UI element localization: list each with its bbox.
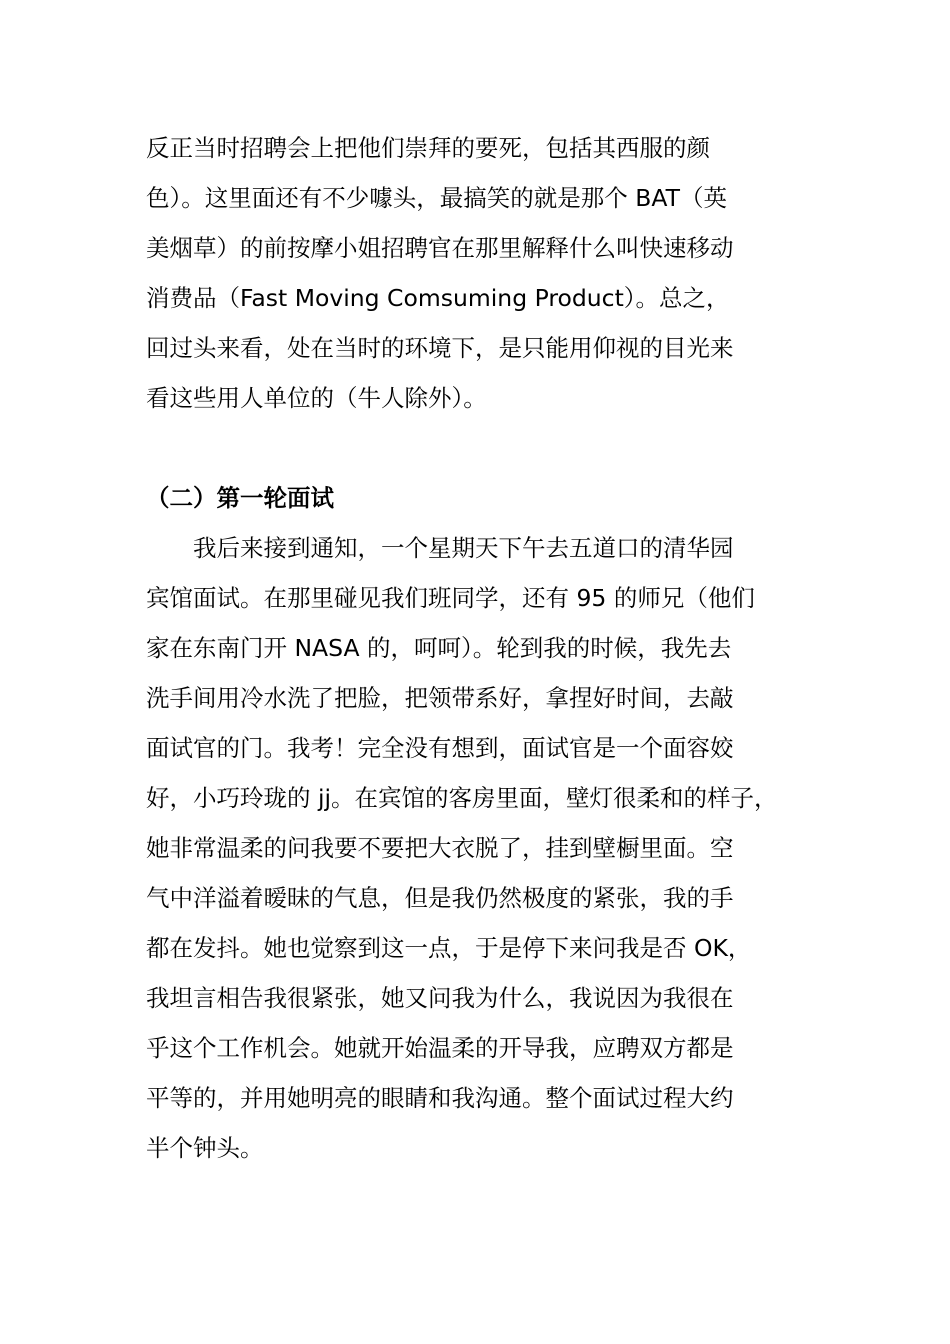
section2-line-1: 我后来接到通知，一个星期天下午去五道口的清华园 — [146, 534, 734, 562]
paragraph1-line-3: 美烟草）的前按摩小姐招聘官在那里解释什么叫快速移动 — [146, 234, 734, 262]
paragraph1-line-6: 看这些用人单位的（牛人除外）。 — [146, 384, 487, 412]
section2-line-9: 都在发抖。她也觉察到这一点，于是停下来问我是否 OK， — [146, 934, 752, 962]
paragraph1-line-2: 色）。这里面还有不少噱头，最搞笑的就是那个 BAT（英 — [146, 184, 727, 212]
section2-line-3: 家在东南门开 NASA 的，呵呵）。轮到我的时候，我先去 — [146, 634, 732, 662]
section2-line-5: 面试官的门。我考！完全没有想到，面试官是一个面容姣 — [146, 734, 734, 762]
section2-line-7: 她非常温柔的问我要不要把大衣脱了，挂到壁橱里面。空 — [146, 834, 734, 862]
section-heading: （二）第一轮面试 — [146, 484, 334, 512]
section2-line-11: 乎这个工作机会。她就开始温柔的开导我，应聘双方都是 — [146, 1034, 734, 1062]
paragraph1-line-1: 反正当时招聘会上把他们崇拜的要死，包括其西服的颜 — [146, 134, 710, 162]
section2-line-10: 我坦言相告我很紧张，她又问我为什么，我说因为我很在 — [146, 984, 734, 1012]
section2-line-2: 宾馆面试。在那里碰见我们班同学，还有 95 的师兄（他们 — [146, 584, 755, 612]
paragraph1-line-5: 回过头来看，处在当时的环境下，是只能用仰视的目光来 — [146, 334, 734, 362]
section2-line-13: 半个钟头。 — [146, 1134, 264, 1162]
paragraph1-line-4: 消费品（Fast Moving Comsuming Product）。总之， — [146, 284, 730, 312]
section2-line-12: 平等的，并用她明亮的眼睛和我沟通。整个面试过程大约 — [146, 1084, 734, 1112]
section2-line-6: 好，小巧玲珑的 jj。在宾馆的客房里面，壁灯很柔和的样子， — [146, 784, 778, 812]
section2-line-4: 洗手间用冷水洗了把脸，把领带系好，拿捏好时间，去敲 — [146, 684, 734, 712]
section2-line-8: 气中洋溢着暧昧的气息，但是我仍然极度的紧张，我的手 — [146, 884, 734, 912]
